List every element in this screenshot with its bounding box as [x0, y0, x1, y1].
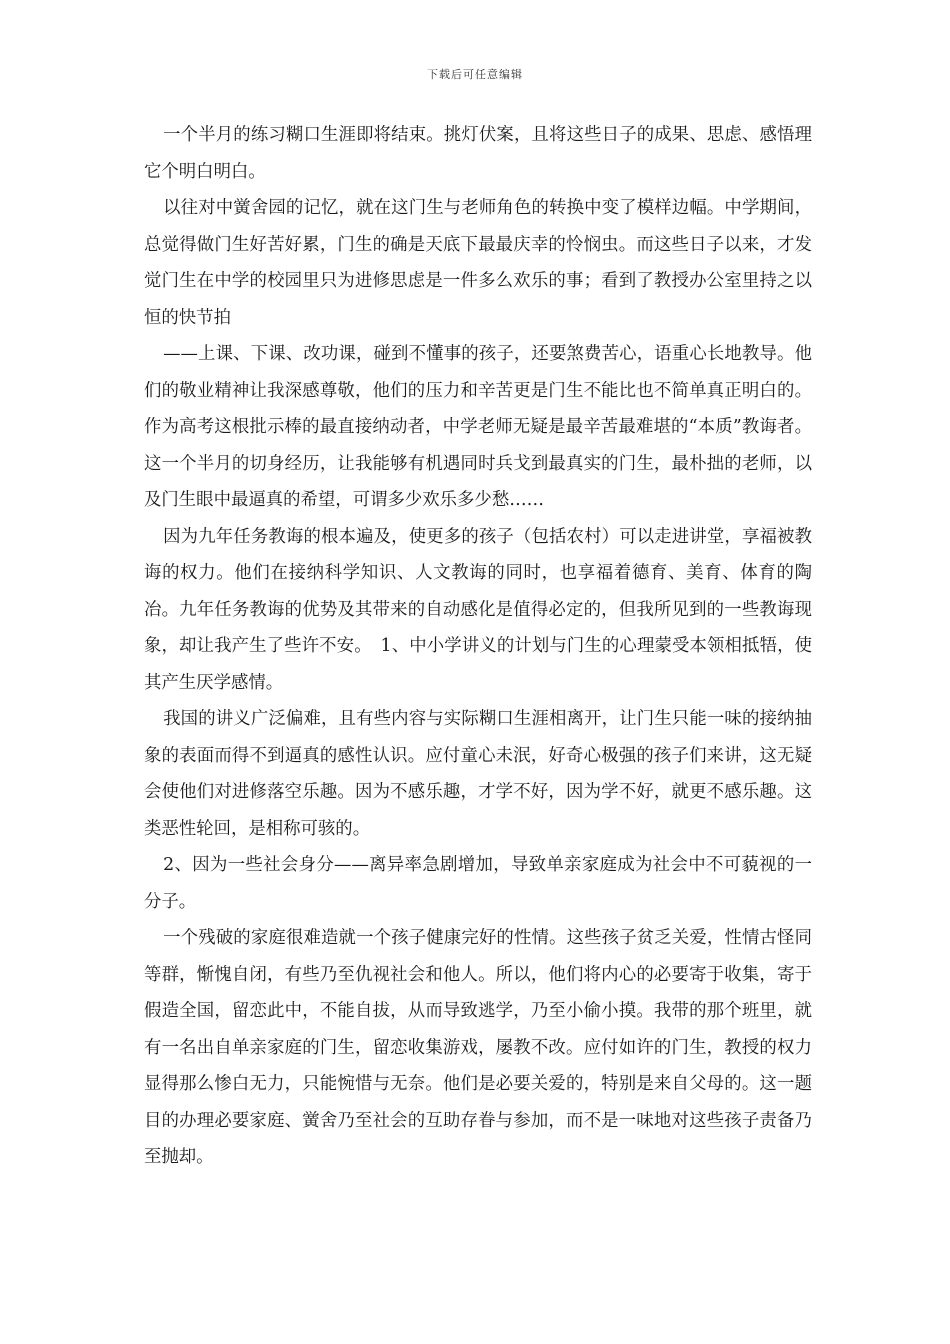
document-body: [144, 117, 812, 1176]
page-header: 下载后可任意编辑: [427, 68, 523, 81]
paragraph: 以往对中黉舍园的记忆，就在这门生与老师角色的转换中变了模样边幅。中学期间，总觉得做门生好苦好累，门生的确是天底下最最庆幸的怜悯虫。而这些日子以来，才发觉门生在中学的校园里只为进修思虑是一件多么欢乐的事；看到了教授办公室里持之以恒的快节拍: [144, 198, 812, 328]
paragraph: 一个半月的练习糊口生涯即将结束。挑灯伏案，且将这些日子的成果、思虑、感悟理它个明白明白。: [144, 125, 812, 182]
paragraph: ——上课、下课、改功课，碰到不懂事的孩子，还要煞费苦心，语重心长地教导。他们的敬业精神让我深感尊敬，他们的压力和辛苦更是门生不能比也不简单真正明白的。作为高考这根批示棒的最直接纳动者，中学老师无疑是最辛苦最难堪的“本质”教诲者。这一个半月的切身经历，让我能够有机遇同时兵戈到最真实的门生，最朴拙的老师，以及门生眼中最逼真的希望，可谓多少欢乐多少愁……: [144, 344, 812, 510]
paragraph: 2、因为一些社会身分——离异率急剧增加，导致单亲家庭成为社会中不可藐视的一分子。: [144, 855, 812, 912]
paragraph: 我国的讲义广泛偏难，且有些内容与实际糊口生涯相离开，让门生只能一味的接纳抽象的表面而得不到逼真的感性认识。应付童心未泯，好奇心极强的孩子们来讲，这无疑会使他们对进修落空乐趣。因为不感乐趣，才学不好，因为学不好，就更不感乐趣。这类恶性轮回，是相称可骇的。: [144, 709, 812, 839]
paragraph: 一个残破的家庭很难造就一个孩子健康完好的性情。这些孩子贫乏关爱，性情古怪同等群，惭愧自闭，有些乃至仇视社会和他人。所以，他们将内心的必要寄于收集，寄于假造全国，留恋此中，不能自拔，从而导致逃学，乃至小偷小摸。我带的那个班里，就有一名出自单亲家庭的门生，留恋收集游戏，屡教不改。应付如许的门生，教授的权力显得那么惨白无力，只能惋惜与无奈。他们是必要关爱的，特别是来自父母的。这一题目的办理必要家庭、黉舍乃至社会的互助存眷与参加，而不是一味地对这些孩子责备乃至抛却。: [144, 928, 812, 1167]
paragraph: 因为九年任务教诲的根本遍及，使更多的孩子（包括农村）可以走进讲堂，享福被教诲的权力。他们在接纳科学知识、人文教诲的同时，也享福着德育、美育、体育的陶冶。九年任务教诲的优势及其带来的自动感化是值得必定的，但我所见到的一些教诲现象，却让我产生了些许不安。 1、中小学讲义的计划与门生的心理蒙受本领相抵牾，使其产生厌学感情。: [144, 526, 812, 693]
